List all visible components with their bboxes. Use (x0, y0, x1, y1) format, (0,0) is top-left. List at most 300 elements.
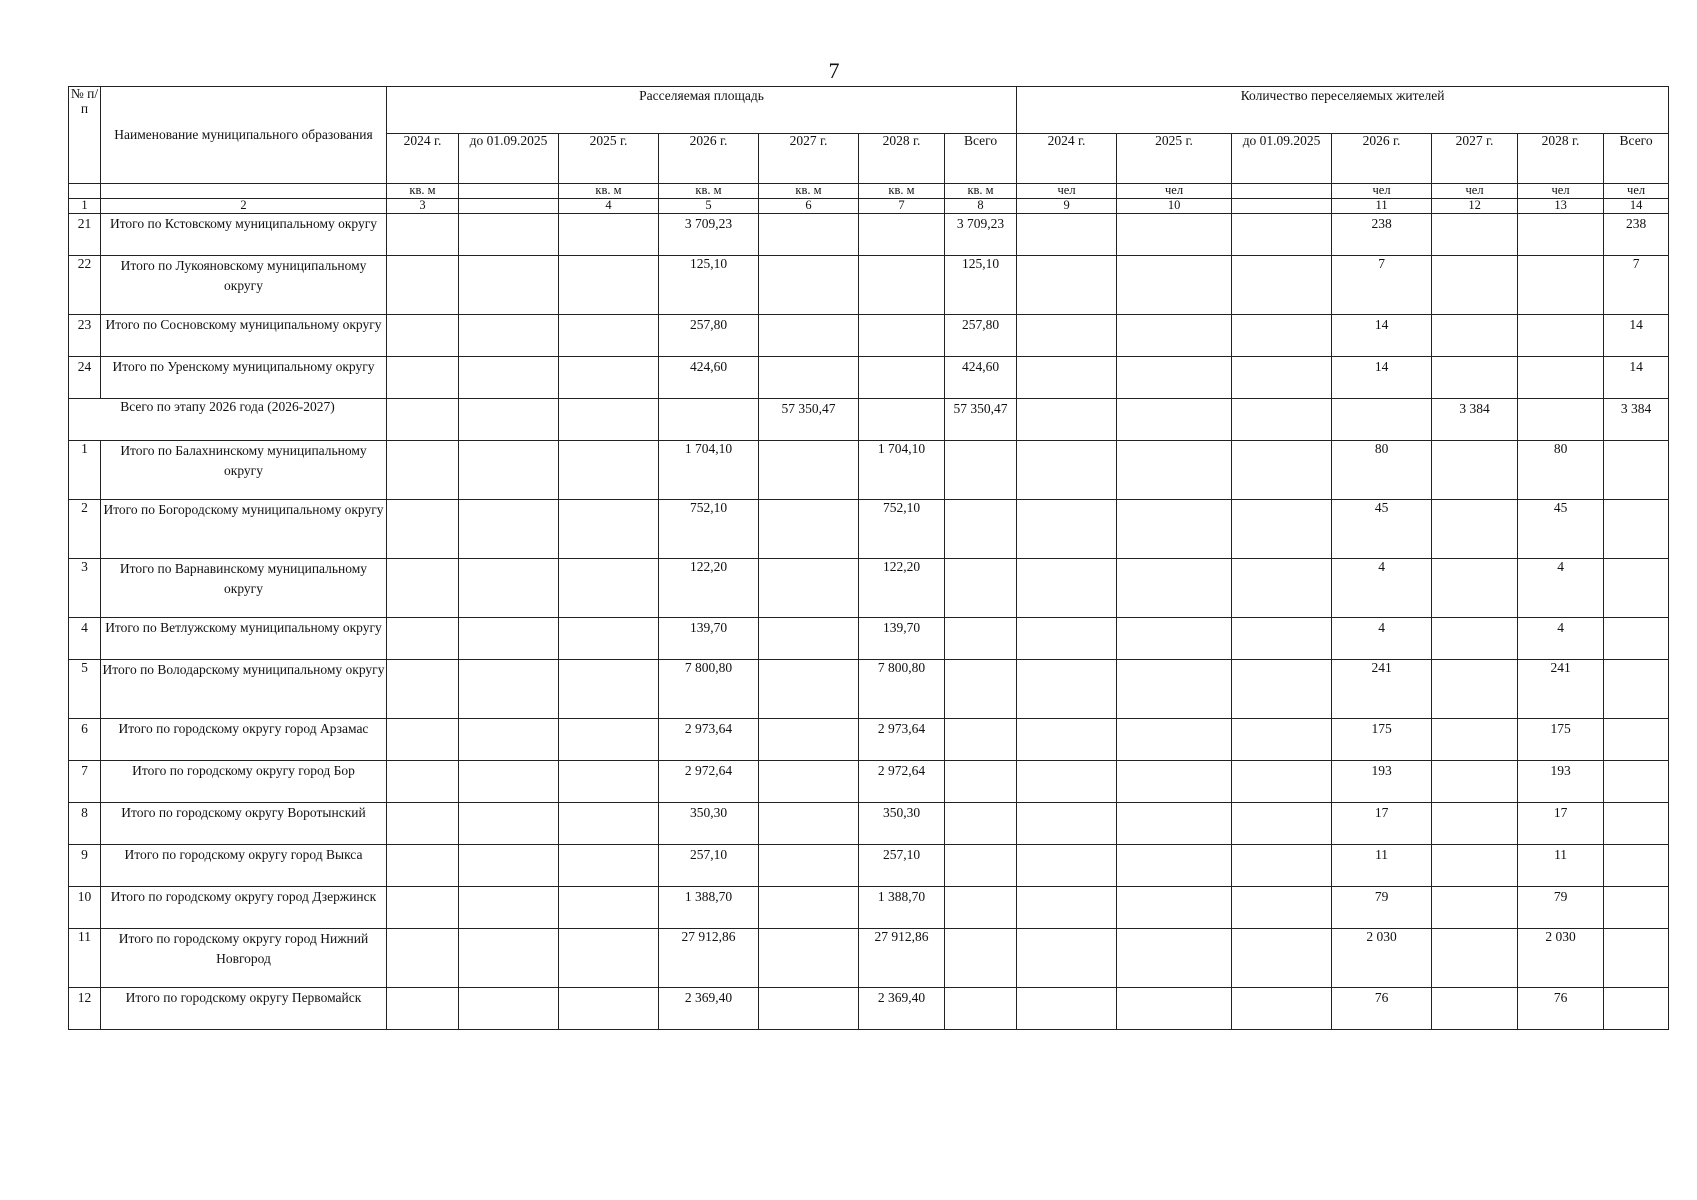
column-number: 14 (1604, 199, 1669, 214)
row-value (945, 929, 1017, 988)
row-value (1117, 845, 1232, 887)
resettlement-table (68, 86, 1669, 1030)
row-value (1604, 559, 1669, 618)
row-value: 4 (1332, 618, 1432, 660)
row-value (559, 803, 659, 845)
row-value (1432, 988, 1518, 1030)
row-value (1432, 441, 1518, 500)
row-value: 122,20 (859, 559, 945, 618)
row-name: Итого по Уренскому муниципальному округу (101, 357, 387, 399)
row-name: Итого по городскому округу город Нижний Новгород (101, 929, 387, 988)
row-index: 3 (69, 559, 101, 618)
row-value (1432, 315, 1518, 357)
unit-cell: кв. м (859, 184, 945, 199)
row-value (1017, 559, 1117, 618)
column-number: 7 (859, 199, 945, 214)
area-year-header: 2024 г. (387, 134, 459, 184)
people-year-header: до 01.09.2025 (1232, 134, 1332, 184)
row-value (1017, 929, 1117, 988)
row-value (759, 660, 859, 719)
row-value (759, 618, 859, 660)
row-value (1432, 618, 1518, 660)
row-value (1017, 803, 1117, 845)
row-value (559, 357, 659, 399)
column-number: 5 (659, 199, 759, 214)
row-value (459, 559, 559, 618)
row-value (387, 887, 459, 929)
row-value: 14 (1332, 315, 1432, 357)
row-name: Итого по городскому округу Первомайск (101, 988, 387, 1030)
row-value (945, 559, 1017, 618)
area-year-header: 2025 г. (559, 134, 659, 184)
row-value (1017, 357, 1117, 399)
column-number: 8 (945, 199, 1017, 214)
row-value: 257,10 (859, 845, 945, 887)
row-value: 4 (1518, 559, 1604, 618)
row-value (759, 441, 859, 500)
row-value (387, 256, 459, 315)
row-index: 21 (69, 214, 101, 256)
unit-cell: кв. м (659, 184, 759, 199)
unit-cell: чел (1604, 184, 1669, 199)
row-value (459, 214, 559, 256)
row-index: 6 (69, 719, 101, 761)
row-value (459, 618, 559, 660)
row-value: 2 973,64 (659, 719, 759, 761)
unit-cell: кв. м (387, 184, 459, 199)
row-value (1017, 618, 1117, 660)
row-value: 3 709,23 (659, 214, 759, 256)
unit-cell-empty (101, 184, 387, 199)
unit-cell: кв. м (559, 184, 659, 199)
row-value (759, 559, 859, 618)
row-index: 23 (69, 315, 101, 357)
row-value (459, 845, 559, 887)
row-value (1604, 761, 1669, 803)
column-number: 6 (759, 199, 859, 214)
column-number: 12 (1432, 199, 1518, 214)
row-value (1017, 315, 1117, 357)
table-row (69, 929, 1669, 988)
row-value (1232, 988, 1332, 1030)
row-value (387, 803, 459, 845)
row-value (559, 845, 659, 887)
unit-cell: чел (1017, 184, 1117, 199)
row-value (459, 315, 559, 357)
stage-total-label: Всего по этапу 2026 года (2026-2027) (69, 399, 387, 441)
row-value: 7 (1332, 256, 1432, 315)
row-name: Итого по Богородскому муниципальному округу (101, 500, 387, 559)
row-value (1232, 887, 1332, 929)
row-value (1432, 214, 1518, 256)
row-value (387, 845, 459, 887)
column-number: 9 (1017, 199, 1117, 214)
row-name: Итого по городскому округу город Арзамас (101, 719, 387, 761)
stage-total-value (559, 399, 659, 441)
row-value: 2 973,64 (859, 719, 945, 761)
row-value (1117, 315, 1232, 357)
row-value: 241 (1518, 660, 1604, 719)
row-value (1518, 315, 1604, 357)
row-value (559, 660, 659, 719)
row-value (459, 761, 559, 803)
row-value (759, 845, 859, 887)
table-row (69, 988, 1669, 1030)
row-value (1232, 929, 1332, 988)
row-value: 2 972,64 (859, 761, 945, 803)
row-value (1117, 214, 1232, 256)
row-value (1604, 441, 1669, 500)
row-value (559, 719, 659, 761)
row-value (1232, 256, 1332, 315)
row-value (559, 315, 659, 357)
table-row (69, 761, 1669, 803)
stage-total-value: 3 384 (1432, 399, 1518, 441)
row-value (1117, 660, 1232, 719)
table-row (69, 441, 1669, 500)
row-value: 122,20 (659, 559, 759, 618)
row-value (759, 214, 859, 256)
row-value (559, 256, 659, 315)
area-year-header: 2026 г. (659, 134, 759, 184)
row-value: 4 (1332, 559, 1432, 618)
row-value: 424,60 (659, 357, 759, 399)
row-value (759, 719, 859, 761)
row-value (459, 660, 559, 719)
row-value (387, 660, 459, 719)
row-value (1232, 214, 1332, 256)
row-value: 17 (1332, 803, 1432, 845)
row-value (759, 315, 859, 357)
row-value (459, 441, 559, 500)
row-value: 14 (1332, 357, 1432, 399)
row-value (945, 988, 1017, 1030)
row-name: Итого по Варнавинскому муниципальному округу (101, 559, 387, 618)
row-value: 14 (1604, 357, 1669, 399)
row-value (1117, 719, 1232, 761)
row-value (1432, 559, 1518, 618)
row-index: 10 (69, 887, 101, 929)
row-value (1117, 357, 1232, 399)
row-value (1017, 500, 1117, 559)
row-value: 4 (1518, 618, 1604, 660)
row-value (1432, 887, 1518, 929)
row-value (759, 929, 859, 988)
row-value: 2 369,40 (859, 988, 945, 1030)
row-value (559, 500, 659, 559)
table-row (69, 559, 1669, 618)
area-year-header: Всего (945, 134, 1017, 184)
row-value (1432, 761, 1518, 803)
row-value (1232, 559, 1332, 618)
row-value: 238 (1332, 214, 1432, 256)
row-value (387, 357, 459, 399)
people-year-header: 2024 г. (1017, 134, 1117, 184)
row-value (859, 357, 945, 399)
row-value (387, 559, 459, 618)
row-name: Итого по Балахнинскому муниципальному округу (101, 441, 387, 500)
row-value (459, 500, 559, 559)
row-value (945, 618, 1017, 660)
people-year-header: 2028 г. (1518, 134, 1604, 184)
row-value: 1 704,10 (859, 441, 945, 500)
row-value: 7 800,80 (859, 660, 945, 719)
stage-total-value (1017, 399, 1117, 441)
num-header: № п/п (69, 87, 101, 184)
row-value (1604, 845, 1669, 887)
row-value (1117, 256, 1232, 315)
stage-total-value (1232, 399, 1332, 441)
unit-cell (459, 184, 559, 199)
row-value: 752,10 (859, 500, 945, 559)
unit-cell: чел (1117, 184, 1232, 199)
row-value: 257,10 (659, 845, 759, 887)
table-row (69, 256, 1669, 315)
column-number: 10 (1117, 199, 1232, 214)
row-value (1604, 887, 1669, 929)
row-name: Итого по Ветлужскому муниципальному округу (101, 618, 387, 660)
people-year-header: 2027 г. (1432, 134, 1518, 184)
row-value (387, 500, 459, 559)
row-index: 5 (69, 660, 101, 719)
row-value (387, 315, 459, 357)
row-value: 11 (1332, 845, 1432, 887)
row-value (1604, 719, 1669, 761)
page-number: 7 (828, 58, 840, 83)
table-row (69, 357, 1669, 399)
people-group-header: Количество переселяемых жителей (1017, 87, 1669, 134)
row-value (459, 929, 559, 988)
row-value (559, 761, 659, 803)
row-value (387, 214, 459, 256)
row-index: 9 (69, 845, 101, 887)
row-index: 8 (69, 803, 101, 845)
column-number: 3 (387, 199, 459, 214)
unit-cell: чел (1432, 184, 1518, 199)
row-index: 24 (69, 357, 101, 399)
row-value: 45 (1332, 500, 1432, 559)
row-name: Итого по городскому округу город Бор (101, 761, 387, 803)
row-value (1432, 256, 1518, 315)
people-year-header: 2025 г. (1117, 134, 1232, 184)
row-value (1017, 988, 1117, 1030)
row-value (759, 988, 859, 1030)
row-value: 424,60 (945, 357, 1017, 399)
row-value (1017, 660, 1117, 719)
row-value: 241 (1332, 660, 1432, 719)
row-value (1017, 214, 1117, 256)
row-value: 175 (1332, 719, 1432, 761)
row-value (1604, 660, 1669, 719)
row-value: 14 (1604, 315, 1669, 357)
row-value (1432, 660, 1518, 719)
row-value: 2 972,64 (659, 761, 759, 803)
unit-cell (1232, 184, 1332, 199)
row-value (1604, 500, 1669, 559)
column-number: 1 (69, 199, 101, 214)
column-number: 4 (559, 199, 659, 214)
table-row (69, 214, 1669, 256)
stage-total-value: 57 350,47 (945, 399, 1017, 441)
row-value (1518, 256, 1604, 315)
name-header: Наименование муниципального образования (101, 87, 387, 184)
table-row (69, 315, 1669, 357)
unit-cell: кв. м (945, 184, 1017, 199)
stage-total-value: 57 350,47 (759, 399, 859, 441)
row-value (1232, 618, 1332, 660)
row-value: 350,30 (659, 803, 759, 845)
column-number (1232, 199, 1332, 214)
row-value (559, 441, 659, 500)
row-value (1432, 803, 1518, 845)
table-row (69, 845, 1669, 887)
row-value: 1 704,10 (659, 441, 759, 500)
row-value (859, 256, 945, 315)
row-value (387, 761, 459, 803)
row-value (1232, 357, 1332, 399)
row-value (459, 357, 559, 399)
row-value: 80 (1518, 441, 1604, 500)
row-value: 7 800,80 (659, 660, 759, 719)
row-value (1432, 357, 1518, 399)
unit-cell: чел (1518, 184, 1604, 199)
row-value: 3 709,23 (945, 214, 1017, 256)
row-value (945, 500, 1017, 559)
unit-cell-empty (69, 184, 101, 199)
row-value (759, 256, 859, 315)
row-value (1117, 803, 1232, 845)
row-value (387, 929, 459, 988)
row-value (1117, 500, 1232, 559)
row-value: 193 (1518, 761, 1604, 803)
row-value (1117, 887, 1232, 929)
row-value: 1 388,70 (859, 887, 945, 929)
row-value: 139,70 (659, 618, 759, 660)
table-row (69, 618, 1669, 660)
row-value (387, 988, 459, 1030)
row-value (1432, 929, 1518, 988)
row-index: 2 (69, 500, 101, 559)
table-row (69, 500, 1669, 559)
people-year-header: 2026 г. (1332, 134, 1432, 184)
row-value (1117, 559, 1232, 618)
stage-total-value (1332, 399, 1432, 441)
row-value (1117, 988, 1232, 1030)
row-value (1604, 929, 1669, 988)
row-value (1232, 500, 1332, 559)
row-value (1518, 214, 1604, 256)
area-group-header: Расселяемая площадь (387, 87, 1017, 134)
stage-total-value: 3 384 (1604, 399, 1669, 441)
column-number: 2 (101, 199, 387, 214)
row-value (559, 214, 659, 256)
row-value (559, 559, 659, 618)
row-value (1017, 761, 1117, 803)
row-value (559, 929, 659, 988)
row-value (759, 357, 859, 399)
row-value (759, 803, 859, 845)
row-value (387, 719, 459, 761)
row-index: 4 (69, 618, 101, 660)
row-value (1232, 315, 1332, 357)
row-value: 27 912,86 (659, 929, 759, 988)
row-value (1232, 845, 1332, 887)
row-value (1117, 618, 1232, 660)
row-value (945, 719, 1017, 761)
row-name: Итого по Сосновскому муниципальному округу (101, 315, 387, 357)
row-value (1232, 803, 1332, 845)
row-value: 76 (1332, 988, 1432, 1030)
row-value (759, 887, 859, 929)
row-value: 752,10 (659, 500, 759, 559)
row-value (1017, 719, 1117, 761)
row-value (1232, 719, 1332, 761)
row-value: 2 030 (1518, 929, 1604, 988)
row-value (559, 618, 659, 660)
row-value (459, 988, 559, 1030)
row-index: 22 (69, 256, 101, 315)
row-value (387, 441, 459, 500)
row-value (1432, 500, 1518, 559)
column-number (459, 199, 559, 214)
table-row (69, 803, 1669, 845)
row-value: 238 (1604, 214, 1669, 256)
row-value: 125,10 (945, 256, 1017, 315)
row-value (759, 500, 859, 559)
row-value: 1 388,70 (659, 887, 759, 929)
row-value: 257,80 (659, 315, 759, 357)
unit-cell: кв. м (759, 184, 859, 199)
row-value (945, 441, 1017, 500)
row-value: 80 (1332, 441, 1432, 500)
row-value (1604, 803, 1669, 845)
row-value: 2 369,40 (659, 988, 759, 1030)
stage-total-value (859, 399, 945, 441)
row-value (1017, 887, 1117, 929)
row-value (459, 803, 559, 845)
row-value (759, 761, 859, 803)
row-value (1432, 845, 1518, 887)
row-index: 7 (69, 761, 101, 803)
area-year-header: 2027 г. (759, 134, 859, 184)
row-value: 139,70 (859, 618, 945, 660)
row-value (459, 719, 559, 761)
area-year-header: 2028 г. (859, 134, 945, 184)
row-value: 11 (1518, 845, 1604, 887)
row-value (1604, 988, 1669, 1030)
table-row (69, 660, 1669, 719)
stage-total-value (387, 399, 459, 441)
row-value (945, 803, 1017, 845)
row-value: 76 (1518, 988, 1604, 1030)
row-value (387, 618, 459, 660)
row-value: 7 (1604, 256, 1669, 315)
row-value: 79 (1518, 887, 1604, 929)
column-number: 11 (1332, 199, 1432, 214)
row-index: 1 (69, 441, 101, 500)
row-value: 17 (1518, 803, 1604, 845)
stage-total-value (1518, 399, 1604, 441)
row-value (1117, 441, 1232, 500)
row-value (945, 761, 1017, 803)
row-value (945, 845, 1017, 887)
row-value (459, 256, 559, 315)
row-value (1232, 441, 1332, 500)
row-value (559, 887, 659, 929)
row-value (945, 887, 1017, 929)
column-number: 13 (1518, 199, 1604, 214)
row-value: 45 (1518, 500, 1604, 559)
